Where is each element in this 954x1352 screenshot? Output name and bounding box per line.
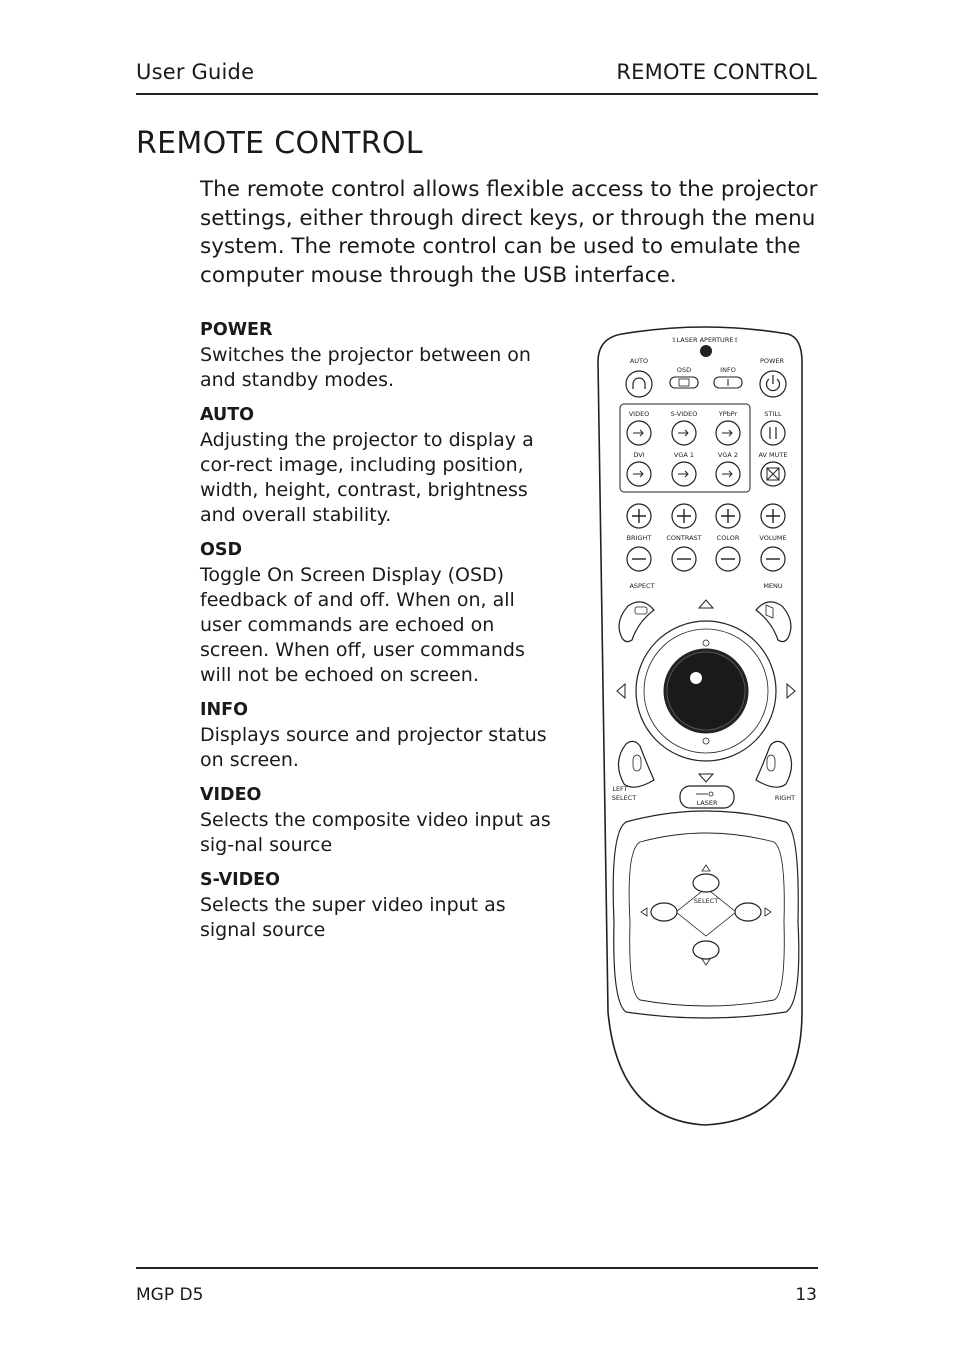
feature-title: S-VIDEO (200, 870, 281, 890)
laser-aperture-icon (700, 345, 712, 357)
footer-product-name: MGP D5 (136, 1285, 204, 1305)
feature-title: OSD (200, 540, 243, 560)
feature-item (200, 868, 560, 943)
laser-label: LASER (696, 799, 718, 807)
trackball-dot-bottom (703, 738, 709, 744)
left-label: LEFT (612, 785, 628, 793)
dvi-button[interactable] (627, 462, 651, 486)
bright-minus-button[interactable] (627, 547, 651, 571)
right-label: RIGHT (774, 794, 796, 802)
header-rule (136, 93, 818, 95)
video-button[interactable] (627, 421, 651, 445)
feature-description: Displays source and projector status on screen. (200, 724, 547, 771)
ypbpr-label: YPbPr (718, 410, 738, 418)
vga2-button[interactable] (716, 462, 740, 486)
feature-item (200, 538, 560, 688)
feature-description: Adjusting the projector to display a cor-rect image, including position, width, height, contrast, brightness and overall stability. (200, 429, 534, 526)
osd-button[interactable] (670, 377, 698, 388)
bright-label: BRIGHT (626, 534, 652, 542)
color-plus-button[interactable] (716, 504, 740, 528)
laser-button[interactable] (680, 786, 734, 808)
svideo-label: S-VIDEO (670, 410, 698, 418)
feature-description: Toggle On Screen Display (OSD) feedback of and off. When on, all user commands are echoed on screen. When off, user commands will not be echoed on screen. (200, 564, 525, 686)
feature-title: AUTO (200, 405, 255, 425)
page-title: REMOTE CONTROL (136, 126, 423, 161)
feature-title: VIDEO (200, 785, 262, 805)
contrast-label: CONTRAST (666, 534, 702, 542)
feature-list (200, 318, 560, 953)
ypbpr-button[interactable] (716, 421, 740, 445)
nav-left-button[interactable] (651, 903, 677, 921)
header-guide-label: User Guide (136, 60, 255, 84)
video-label: VIDEO (628, 410, 650, 418)
avmute-button[interactable] (761, 462, 785, 486)
feature-item (200, 318, 560, 393)
intro-paragraph: The remote control allows flexible access to the projector settings, either through direct keys, or through the menu system. The remote control can be used to emulate the computer mouse through the USB interface. (200, 177, 818, 288)
page-number: 13 (795, 1285, 817, 1305)
still-button[interactable] (761, 421, 785, 445)
volume-plus-button[interactable] (761, 504, 785, 528)
info-label: INFO (720, 366, 736, 374)
select-center-label[interactable]: SELECT (693, 897, 719, 905)
feature-title: INFO (200, 700, 248, 720)
aspect-label: ASPECT (629, 582, 655, 590)
feature-description: Selects the super video input as signal source (200, 894, 506, 941)
avmute-label: AV MUTE (758, 451, 788, 459)
contrast-minus-button[interactable] (672, 547, 696, 571)
footer-rule (136, 1267, 818, 1269)
feature-description: Switches the projector between on and standby modes. (200, 344, 531, 391)
header-section-label: REMOTE CONTROL (616, 60, 817, 84)
nav-down-button[interactable] (693, 941, 719, 959)
vga1-button[interactable] (672, 462, 696, 486)
color-label: COLOR (716, 534, 740, 542)
nav-up-button[interactable] (693, 874, 719, 892)
trackball-highlight (690, 672, 702, 684)
trackball-dot-top (703, 640, 709, 646)
still-label: STILL (764, 410, 782, 418)
volume-label: VOLUME (759, 534, 787, 542)
power-label: POWER (759, 357, 785, 365)
contrast-plus-button[interactable] (672, 504, 696, 528)
laser-aperture-label: ⇧LASER APERTURE⇧ (671, 336, 739, 344)
feature-item (200, 698, 560, 773)
dvi-label: DVI (633, 451, 645, 459)
color-minus-button[interactable] (716, 547, 740, 571)
menu-label: MENU (763, 582, 783, 590)
auto-button[interactable] (626, 371, 652, 397)
osd-label: OSD (676, 366, 692, 374)
volume-minus-button[interactable] (761, 547, 785, 571)
vga2-label: VGA 2 (717, 451, 739, 459)
info-button[interactable] (714, 377, 742, 388)
feature-item (200, 783, 560, 858)
power-button[interactable] (760, 371, 786, 397)
bright-plus-button[interactable] (627, 504, 651, 528)
select-label: SELECT (611, 794, 637, 802)
remote-control-illustration (590, 322, 820, 1130)
feature-title: POWER (200, 320, 273, 340)
feature-item (200, 403, 560, 528)
nav-right-button[interactable] (735, 903, 761, 921)
feature-description: Selects the composite video input as sig-nal source (200, 809, 551, 856)
auto-label: AUTO (629, 357, 649, 365)
svideo-button[interactable] (672, 421, 696, 445)
vga1-label: VGA 1 (673, 451, 695, 459)
